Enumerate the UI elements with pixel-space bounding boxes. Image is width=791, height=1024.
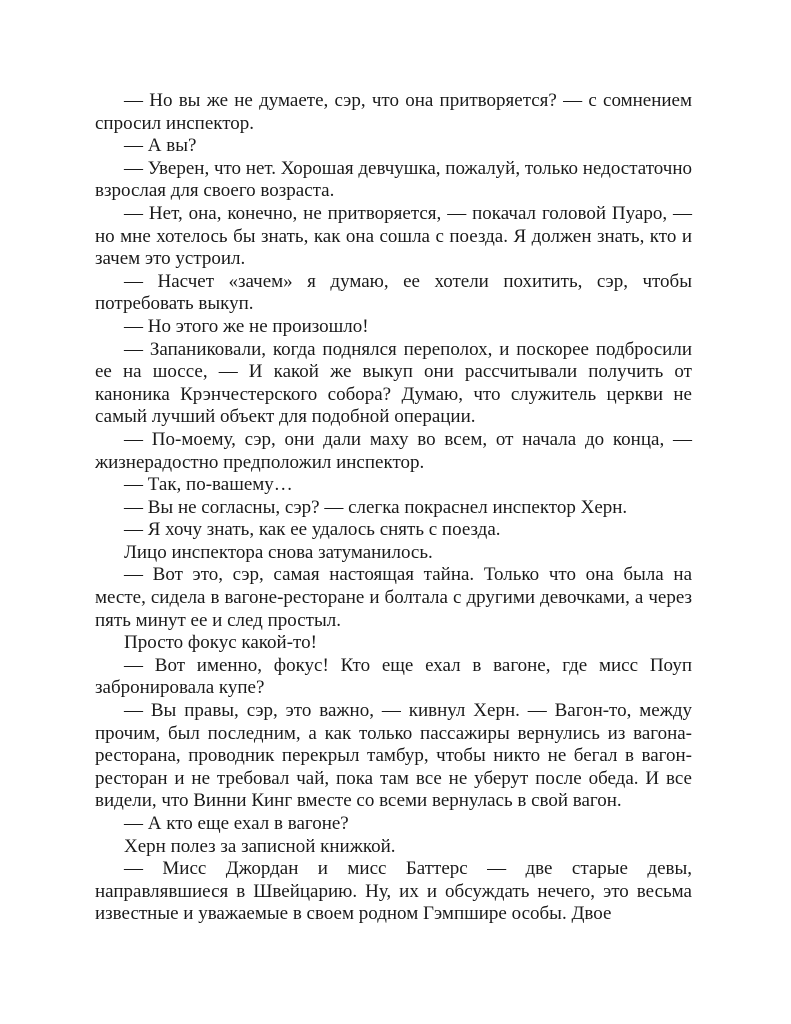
paragraph: Херн полез за записной книжкой. [124, 835, 396, 857]
paragraph: Лицо инспектора снова затуманилось. [124, 541, 433, 563]
text-block [95, 90, 692, 926]
paragraph: — Уверен, что нет. Хорошая девчушка, пожалуй, только недостаточно взрослая для своего возраста. [95, 157, 692, 202]
paragraph: Просто фокус какой-то! [124, 632, 317, 654]
paragraph: — По-моему, сэр, они дали маху во всем, от начала до конца, — жизнерадостно предположил инспектор. [95, 428, 692, 473]
paragraph: — Вы правы, сэр, это важно, — кивнул Херн. — Вагон-то, между прочим, был последним, а как только пассажиры вернулись из вагона-ресторана, проводник перекрыл тамбур, чтобы никто не бегал в вагон-ресторан и не требовал чай, пока там все не уберут после обеда. И все видели, что Винни Кинг вместе со всеми вернулась в свой вагон. [95, 700, 692, 812]
paragraph: — Нет, она, конечно, не притворяется, — покачал головой Пуаро, — но мне хотелось бы знать, как она сошла с поезда. Я должен знать, кто и зачем это устроил. [95, 202, 692, 270]
paragraph: — Вы не согласны, сэр? — слегка покраснел инспектор Херн. [124, 496, 628, 518]
paragraph: — Насчет «зачем» я думаю, ее хотели похитить, сэр, чтобы потребовать выкуп. [95, 270, 692, 315]
paragraph: — Я хочу знать, как ее удалось снять с поезда. [124, 519, 501, 541]
paragraph: — Запаниковали, когда поднялся переполох, и поскорее подбросили ее на шоссе, — И какой же выкуп они рассчитывали получить от каноника Крэнчестерского собора? Думаю, что служитель церкви не самый лучший объект для подобной операции. [95, 338, 692, 428]
paragraph: — А кто еще ехал в вагоне? [124, 813, 349, 834]
paragraph: — Вот это, сэр, самая настоящая тайна. Только что она была на месте, сидела в вагоне-ресторане и болтала с другими девочками, а через пять минут ее и след простыл. [95, 564, 692, 631]
paragraph: — Но вы же не думаете, сэр, что она притворяется? — с сомнением спросил инспектор. [95, 90, 692, 134]
paragraph: — Мисс Джордан и мисс Баттерс — две старые девы, направлявшиеся в Швейцарию. Ну, их и обсуждать нечего, это весьма известные и уважаемые в своем родном Гэмпшире особы. Двое [95, 858, 692, 925]
paragraph: — Но этого же не произошло! [124, 315, 369, 337]
paragraph: — Так, по-вашему… [124, 474, 293, 496]
paragraph: — Вот именно, фокус! Кто еще ехал в вагоне, где мисс Поуп забронировала купе? [95, 654, 692, 699]
paragraph: — А вы? [124, 135, 197, 157]
